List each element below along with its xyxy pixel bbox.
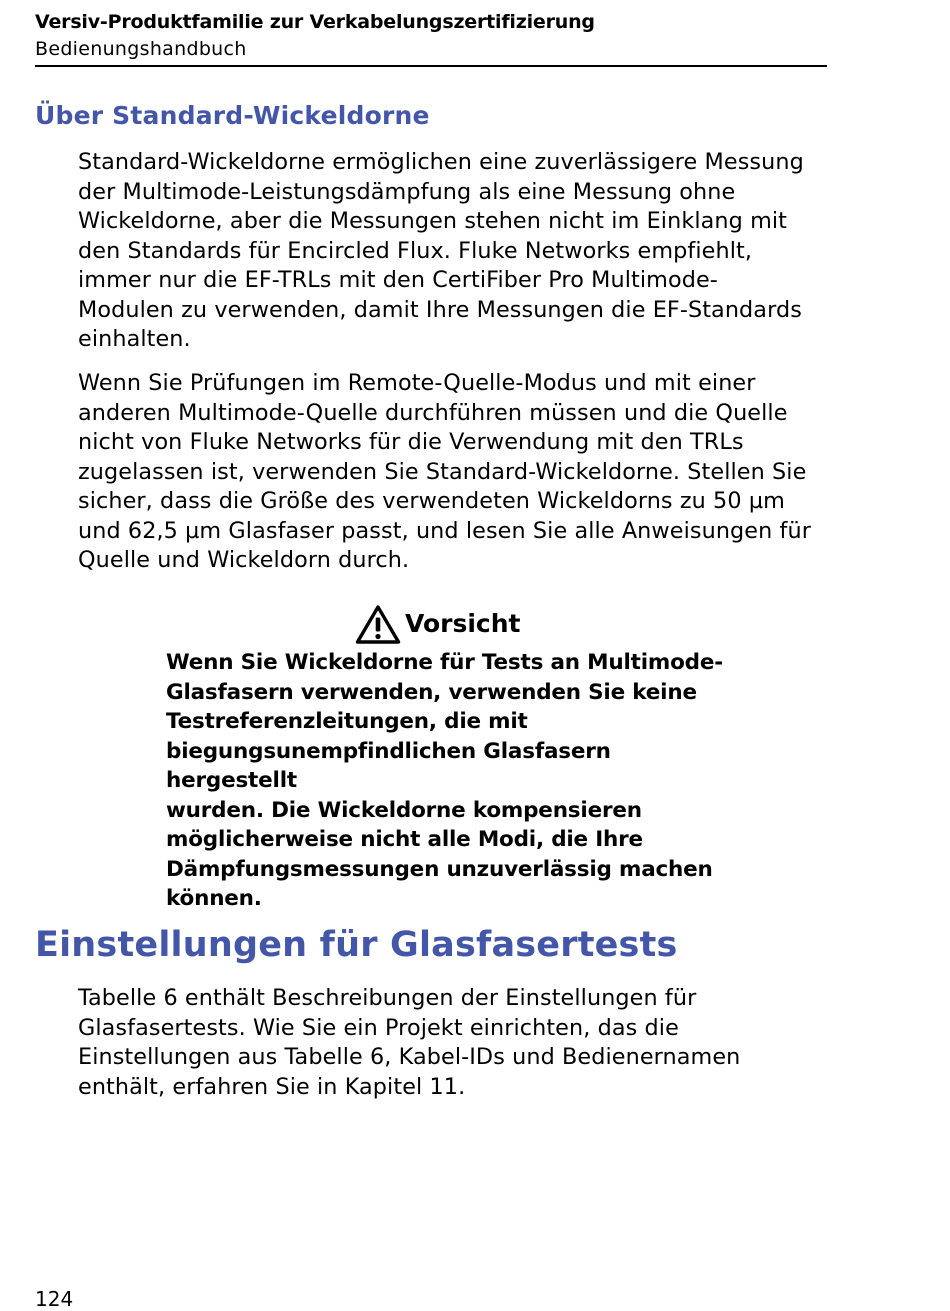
body-paragraph: Standard-Wickeldorne ermöglichen eine zuverlässigere Messung der Multimode-Leistungsdämpfung als eine Messung ohne Wickeldorne, aber die Messungen stehen nicht im Einklang mit den Standards für Encircled Flux. Fluke Networks empfiehlt, immer nur die EF-TRLs mit den CertiFiber Pro Multimode- Modulen zu verwenden, damit Ihre Messungen die EF-Standards einhalten. (78, 149, 804, 352)
warning-triangle-icon (355, 604, 401, 644)
body-paragraph: Tabelle 6 enthält Beschreibungen der Einstellungen für Glasfasertests. Wie Sie ein Projekt einrichten, das die Einstellungen aus Tabelle 6, Kabel-IDs und Bedienernamen enthält, erfahren Sie in Kapitel 11. (78, 985, 741, 1100)
body-paragraph: Wenn Sie Prüfungen im Remote-Quelle-Modus und mit einer anderen Multimode-Quelle durchführen müssen und die Quelle nicht von Fluke Networks für die Verwendung mit den TRLs zugelassen ist, verwenden Sie Standard-Wickeldorne. Stellen Sie sicher, dass die Größe des verwendeten Wickeldorns zu 50 µm und 62,5 µm Glasfaser passt, und lesen Sie alle Anweisungen für Quelle und Wickeldorn durch. (78, 370, 811, 573)
header-divider (35, 65, 827, 67)
manual-subtitle: Bedienungshandbuch (35, 38, 247, 60)
caution-label: Vorsicht (405, 609, 521, 638)
manual-title: Versiv-Produktfamilie zur Verkabelungszertifizierung (35, 11, 595, 33)
caution-text: Wenn Sie Wickeldorne für Tests an Multimode- Glasfasern verwenden, verwenden Sie keine Testreferenzleitungen, die mit biegungsunempfindlichen Glasfasern hergestellt wurden. Die Wickeldorne kompensieren möglicherweise nicht alle Modi, die Ihre Dämpfungsmessungen unzuverlässig machen können. (166, 650, 723, 911)
running-header (35, 9, 827, 63)
caution-header (355, 604, 521, 644)
page-number: 124 (35, 1287, 74, 1311)
section-heading: Über Standard-Wickeldorne (35, 101, 430, 130)
chapter-heading: Einstellungen für Glasfasertests (35, 925, 678, 965)
